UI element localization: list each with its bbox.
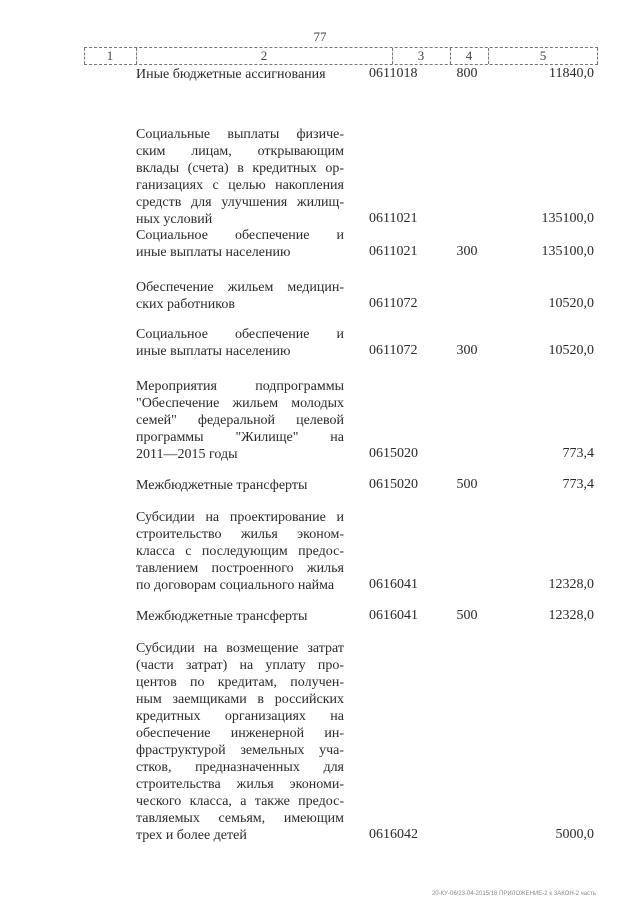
row-amount: 5000,0 — [555, 827, 594, 842]
header-col-2: 2 — [260, 48, 268, 63]
description-line: строительства жилья экономи- — [136, 777, 344, 792]
row-expense-type: 800 — [456, 66, 478, 81]
description-line: Мероприятия подпрограммы — [136, 379, 344, 394]
description-line: вклады (счета) в кредитных ор- — [136, 161, 344, 176]
description-line: Обеспечение жильем медицин- — [136, 280, 344, 295]
description-line: обеспечение инженерной ин- — [136, 726, 344, 741]
description-line: Межбюджетные трансферты — [136, 609, 308, 624]
row-amount: 12328,0 — [548, 608, 594, 623]
description-line: иные выплаты населению — [136, 245, 291, 260]
description-line: ских работников — [136, 297, 235, 312]
description-line: Социальные выплаты физиче- — [136, 127, 344, 142]
description-line: ганизациях с целью накопления — [136, 178, 344, 193]
row-code: 0611021 — [369, 244, 418, 259]
row-description — [136, 326, 344, 360]
row-code: 0611021 — [369, 211, 418, 226]
description-line: ным заемщиками в российских — [136, 692, 344, 707]
column-separator — [597, 48, 598, 64]
description-line: ским лицам, открывающим — [136, 144, 344, 159]
description-line: класса с последующим предос- — [136, 544, 344, 559]
description-line: (части затрат) на уплату про- — [136, 658, 344, 673]
row-description — [136, 509, 344, 594]
description-line: по договорам социального найма — [136, 578, 335, 593]
description-line: Иные бюджетные ассигнования — [136, 67, 326, 82]
row-code: 0616041 — [369, 577, 418, 592]
row-amount: 773,4 — [562, 446, 594, 461]
row-code: 0615020 — [369, 477, 418, 492]
description-line: Субсидии на проектирование и — [136, 510, 344, 525]
row-description — [136, 477, 344, 494]
row-amount: 12328,0 — [548, 577, 594, 592]
description-line: Субсидии на возмещение затрат — [136, 641, 344, 656]
description-line: кредитных организациях на — [136, 709, 344, 724]
row-description — [136, 66, 344, 83]
description-line: строительство жилья эконом- — [136, 527, 344, 542]
row-expense-type: 300 — [456, 244, 478, 259]
row-amount: 10520,0 — [548, 296, 594, 311]
row-amount: 135100,0 — [541, 244, 594, 259]
description-line: иные выплаты населению — [136, 344, 291, 359]
row-code: 0611072 — [369, 343, 418, 358]
header-col-5: 5 — [539, 48, 547, 63]
description-line: ных условий — [136, 212, 213, 227]
header-col-4: 4 — [465, 48, 473, 63]
description-line: Социальное обеспечение и — [136, 228, 344, 243]
table-header — [84, 47, 598, 65]
description-line: средств для улучшения жилищ- — [136, 195, 344, 210]
description-line: тавляемых семьям, имеющим — [136, 811, 344, 826]
row-description — [136, 126, 344, 228]
row-expense-type: 500 — [456, 608, 478, 623]
row-code: 0611072 — [369, 296, 418, 311]
row-code: 0616042 — [369, 827, 418, 842]
description-line: 2011—2015 годы — [136, 447, 238, 462]
description-line: ческого класса, а также предос- — [136, 794, 344, 809]
page-number: 77 — [313, 29, 327, 44]
row-description — [136, 378, 344, 463]
row-description — [136, 608, 344, 625]
description-line: Межбюджетные трансферты — [136, 478, 308, 493]
row-description — [136, 227, 344, 261]
row-amount: 773,4 — [562, 477, 594, 492]
row-code: 0611018 — [369, 66, 418, 81]
row-amount: 10520,0 — [548, 343, 594, 358]
description-line: семей" федеральной целевой — [136, 413, 344, 428]
row-amount: 135100,0 — [541, 211, 594, 226]
description-line: тавлением построенного жилья — [136, 561, 344, 576]
row-expense-type: 300 — [456, 343, 478, 358]
header-col-1: 1 — [106, 48, 114, 63]
description-line: фраструктурой земельных уча- — [136, 743, 344, 758]
header-col-3: 3 — [417, 48, 425, 63]
description-line: центов по кредитам, получен- — [136, 675, 344, 690]
row-description — [136, 640, 344, 844]
row-description — [136, 279, 344, 313]
description-line: "Обеспечение жильем молодых — [136, 396, 344, 411]
description-line: программы "Жилище" на — [136, 430, 344, 445]
document-footer: 20-КУ-06/23-04-2015/18 ПРИЛОЖЕНИЕ-2 к ЗАКОН-2 часть — [431, 891, 596, 897]
description-line: стков, предназначенных для — [136, 760, 344, 775]
row-expense-type: 500 — [456, 477, 478, 492]
row-code: 0615020 — [369, 446, 418, 461]
row-code: 0616041 — [369, 608, 418, 623]
row-amount: 11840,0 — [549, 66, 594, 81]
description-line: Социальное обеспечение и — [136, 327, 344, 342]
description-line: трех и более детей — [136, 828, 247, 843]
